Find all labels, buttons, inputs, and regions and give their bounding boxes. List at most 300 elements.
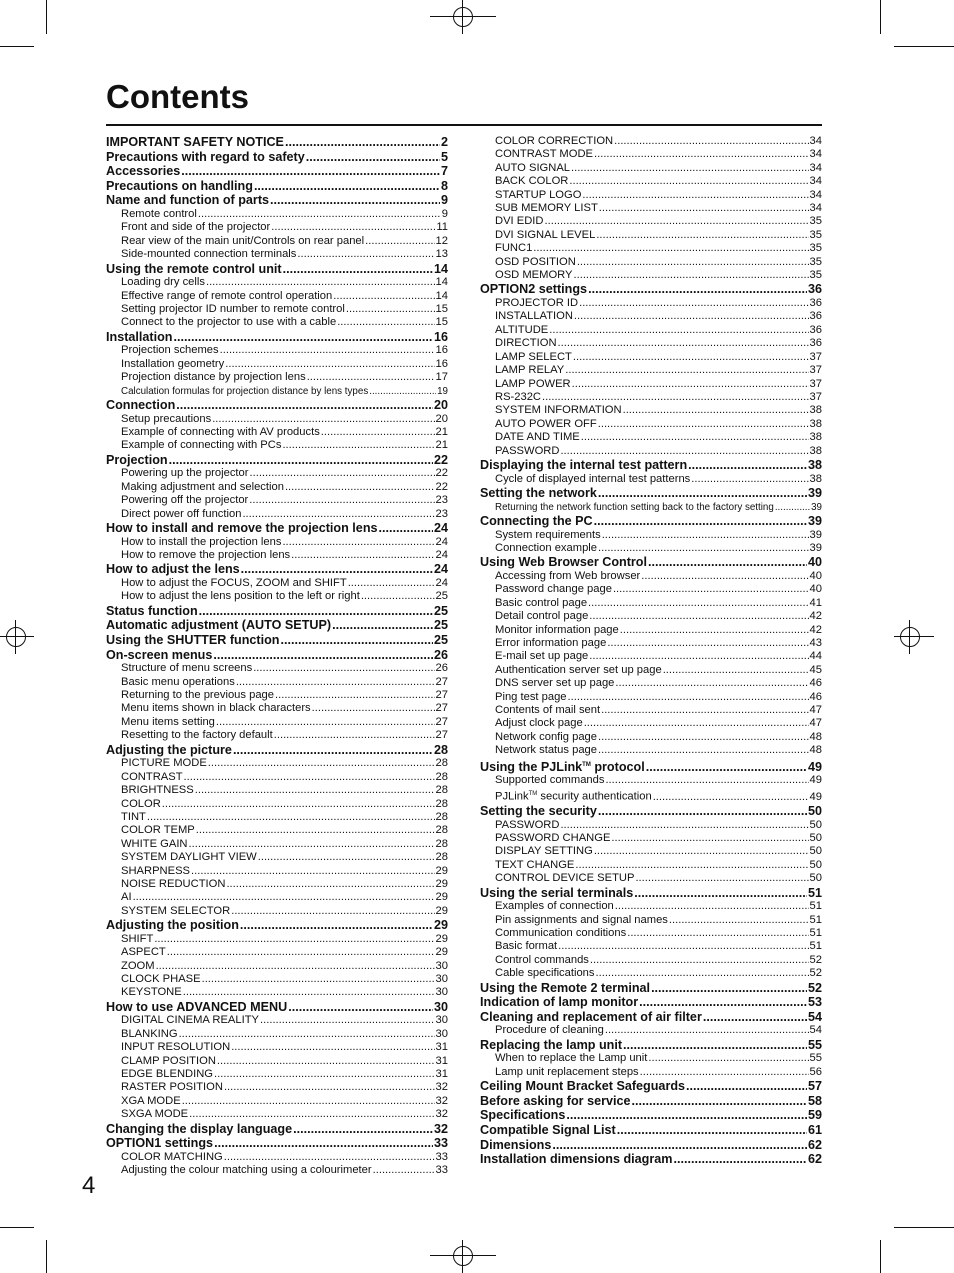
- toc-subsection-entry[interactable]: [480, 242, 822, 255]
- toc-entry-title: TEXT CHANGE: [495, 858, 575, 871]
- toc-entry-title: Lamp unit replacement steps: [495, 1065, 639, 1078]
- dot-leader: [189, 1108, 434, 1121]
- toc-subsection-entry[interactable]: [106, 771, 448, 784]
- toc-page-number: 39: [809, 528, 822, 541]
- toc-section-entry[interactable]: [480, 1094, 822, 1109]
- dot-leader: [686, 1079, 807, 1094]
- dot-leader: [242, 508, 434, 521]
- toc-subsection-entry[interactable]: [480, 1052, 822, 1065]
- toc-entry-title: SXGA MODE: [121, 1108, 189, 1121]
- dot-leader: [582, 189, 808, 202]
- toc-subsection-entry[interactable]: [106, 798, 448, 811]
- toc-page-number: 42: [809, 610, 822, 623]
- toc-entry-title: Dimensions: [480, 1137, 552, 1152]
- toc-entry-title: Communication conditions: [495, 926, 627, 939]
- dot-leader: [594, 845, 809, 858]
- toc-subsection-entry[interactable]: [480, 872, 822, 885]
- toc-section-entry[interactable]: [106, 1122, 448, 1137]
- toc-subsection-entry[interactable]: [480, 940, 822, 953]
- toc-entry-title: SHIFT: [121, 932, 154, 945]
- toc-section-entry[interactable]: [480, 804, 822, 819]
- dot-leader: [688, 458, 807, 473]
- dot-leader: [288, 1000, 433, 1015]
- toc-page-number: 30: [435, 972, 448, 985]
- toc-entry-title: Rear view of the main unit/Controls on rear panel: [121, 234, 365, 247]
- dot-leader: [598, 804, 807, 819]
- toc-subsection-entry[interactable]: [480, 664, 822, 677]
- toc-page-number: 7: [440, 164, 448, 179]
- toc-subsection-entry[interactable]: [106, 662, 448, 675]
- toc-subsection-entry[interactable]: [480, 337, 822, 350]
- toc-subsection-entry[interactable]: [106, 494, 448, 507]
- toc-subsection-entry[interactable]: [480, 704, 822, 717]
- toc-page-number: 25: [435, 590, 448, 603]
- toc-page-number: 30: [435, 959, 448, 972]
- toc-subsection-entry[interactable]: [480, 135, 822, 148]
- toc-entry-title: Powering off the projector: [121, 494, 249, 507]
- toc-entry-title: Connect to the projector to use with a cable: [121, 316, 337, 329]
- toc-subsection-entry[interactable]: [480, 1024, 822, 1037]
- toc-subsection-entry[interactable]: [480, 418, 822, 431]
- dot-leader: [224, 1081, 435, 1094]
- toc-subsection-entry[interactable]: [480, 378, 822, 391]
- dot-leader: [254, 179, 440, 194]
- toc-subsection-entry[interactable]: [106, 960, 448, 973]
- toc-entry-title: COLOR TEMP: [121, 824, 195, 837]
- dot-leader: [182, 1095, 435, 1108]
- toc-page-number: 39: [807, 485, 822, 500]
- toc-section-entry[interactable]: [106, 150, 448, 165]
- toc-subsection-entry[interactable]: [106, 208, 448, 221]
- toc-subsection-entry[interactable]: [106, 508, 448, 521]
- toc-page-number: 47: [809, 704, 822, 716]
- toc-section-entry[interactable]: [106, 562, 448, 577]
- toc-section-entry[interactable]: [106, 262, 448, 277]
- toc-entry-title: PASSWORD CHANGE: [495, 831, 611, 844]
- dot-leader: [293, 1122, 433, 1137]
- dot-leader: [572, 378, 809, 391]
- toc-subsection-entry[interactable]: [106, 1151, 448, 1164]
- toc-subsection-entry[interactable]: [480, 351, 822, 364]
- toc-subsection-entry[interactable]: [480, 788, 822, 804]
- toc-subsection-entry[interactable]: [106, 481, 448, 494]
- dot-leader: [225, 358, 434, 371]
- toc-page-number: 35: [809, 228, 822, 241]
- toc-subsection-entry[interactable]: [106, 689, 448, 702]
- dot-leader: [206, 276, 435, 289]
- toc-subsection-entry[interactable]: [480, 819, 822, 832]
- dot-leader: [577, 256, 809, 269]
- toc-entry-title: Projection distance by projection lens: [121, 371, 306, 384]
- toc-page-number: 16: [435, 344, 448, 357]
- toc-subsection-entry[interactable]: [480, 473, 822, 486]
- toc-subsection-entry[interactable]: [480, 364, 822, 377]
- toc-subsection-entry[interactable]: [106, 757, 448, 770]
- toc-entry-title: COLOR CORRECTION: [495, 135, 614, 147]
- toc-subsection-entry[interactable]: [480, 677, 822, 690]
- dot-leader: [598, 744, 809, 757]
- toc-section-entry[interactable]: [106, 193, 448, 208]
- dot-leader: [623, 1038, 807, 1053]
- toc-subsection-entry[interactable]: [106, 235, 448, 248]
- dot-leader: [605, 1024, 809, 1037]
- toc-page-number: 25: [433, 633, 448, 648]
- toc-section-entry[interactable]: [106, 453, 448, 468]
- toc-subsection-entry[interactable]: [106, 676, 448, 689]
- dot-leader: [184, 771, 435, 784]
- toc-section-entry[interactable]: [106, 1136, 448, 1151]
- registration-mark: [909, 620, 910, 654]
- trademark-superscript: TM: [582, 761, 591, 768]
- toc-subsection-entry[interactable]: [106, 946, 448, 959]
- toc-page-number: 29: [435, 946, 448, 959]
- toc-subsection-entry[interactable]: [480, 570, 822, 583]
- toc-subsection-entry[interactable]: [106, 426, 448, 439]
- toc-page-number: 29: [435, 891, 448, 904]
- dot-leader: [258, 851, 435, 864]
- toc-subsection-entry[interactable]: [106, 1028, 448, 1041]
- toc-subsection-entry[interactable]: [480, 774, 822, 787]
- toc-entry-title: BRIGHTNESS: [121, 784, 194, 797]
- dot-leader: [594, 148, 809, 161]
- toc-subsection-entry[interactable]: [480, 731, 822, 744]
- toc-entry-title: Pin assignments and signal names: [495, 913, 668, 926]
- toc-subsection-entry[interactable]: [480, 927, 822, 940]
- toc-subsection-entry[interactable]: [106, 290, 448, 303]
- toc-page-number: 62: [807, 1137, 822, 1152]
- toc-entry-title: Returning to the previous page: [121, 689, 274, 702]
- toc-subsection-entry[interactable]: [106, 303, 448, 316]
- dot-leader: [181, 164, 440, 179]
- toc-subsection-entry[interactable]: [106, 973, 448, 986]
- toc-entry-title: How to adjust the lens position to the left or right: [121, 590, 360, 603]
- toc-section-entry[interactable]: [480, 981, 822, 996]
- toc-section-entry[interactable]: [480, 758, 822, 775]
- dot-leader: [260, 1014, 435, 1027]
- dot-leader: [373, 1164, 435, 1177]
- toc-subsection-entry[interactable]: [480, 202, 822, 215]
- toc-entry-title: Using Web Browser Control: [480, 555, 647, 570]
- toc-section-entry[interactable]: [106, 398, 448, 413]
- toc-entry-title: PROJECTOR ID: [495, 297, 579, 310]
- toc-entry-title: Using the SHUTTER function: [106, 633, 280, 648]
- toc-page-number: 39: [807, 513, 822, 528]
- toc-section-entry[interactable]: [480, 282, 822, 297]
- toc-page-number: 36: [809, 337, 822, 350]
- toc-subsection-entry[interactable]: [480, 954, 822, 967]
- toc-subsection-entry[interactable]: [106, 439, 448, 452]
- toc-subsection-entry[interactable]: [480, 297, 822, 310]
- toc-subsection-entry[interactable]: [106, 413, 448, 426]
- dot-leader: [542, 391, 809, 404]
- toc-subsection-entry[interactable]: [106, 1014, 448, 1027]
- toc-entry-title: Side-mounted connection terminals: [121, 248, 297, 261]
- toc-subsection-entry[interactable]: [480, 597, 822, 610]
- toc-subsection-entry[interactable]: [106, 276, 448, 289]
- toc-entry-title: INSTALLATION: [495, 310, 573, 323]
- toc-subsection-entry[interactable]: [480, 445, 822, 458]
- toc-subsection-entry[interactable]: [480, 832, 822, 845]
- toc-entry-title: Connection: [106, 398, 176, 413]
- toc-entry-title: LAMP SELECT: [495, 350, 572, 363]
- toc-subsection-entry[interactable]: [480, 501, 822, 514]
- toc-subsection-entry[interactable]: [106, 248, 448, 261]
- toc-section-entry[interactable]: [480, 1038, 822, 1053]
- toc-subsection-entry[interactable]: [480, 744, 822, 757]
- toc-section-entry[interactable]: [106, 743, 448, 758]
- toc-entry-title: Installation geometry: [121, 357, 225, 370]
- dot-leader: [365, 235, 434, 248]
- toc-page-number: 39: [811, 501, 822, 513]
- toc-page-number: 29: [435, 877, 448, 890]
- dot-leader: [212, 413, 434, 426]
- toc-entry-title: PASSWORD: [495, 444, 560, 457]
- toc-subsection-entry[interactable]: [106, 865, 448, 878]
- toc-page-number: 39: [809, 541, 822, 554]
- toc-section-entry[interactable]: [106, 164, 448, 179]
- toc-subsection-entry[interactable]: [480, 859, 822, 872]
- toc-subsection-entry[interactable]: [106, 385, 448, 398]
- toc-entry-title: Basic menu operations: [121, 675, 235, 688]
- toc-subsection-entry[interactable]: [106, 1164, 448, 1177]
- toc-page-number: 32: [435, 1108, 448, 1121]
- toc-subsection-entry[interactable]: [106, 577, 448, 590]
- toc-subsection-entry[interactable]: [480, 845, 822, 858]
- toc-subsection-entry[interactable]: [480, 610, 822, 623]
- toc-entry-title: Loading dry cells: [121, 276, 205, 289]
- toc-section-entry[interactable]: [480, 1138, 822, 1153]
- toc-subsection-entry[interactable]: [480, 542, 822, 555]
- toc-subsection-entry[interactable]: [480, 914, 822, 927]
- toc-section-entry[interactable]: [106, 330, 448, 345]
- toc-subsection-entry[interactable]: [480, 583, 822, 596]
- dot-leader: [584, 717, 809, 730]
- toc-subsection-entry[interactable]: [480, 650, 822, 663]
- toc-page-number: 51: [807, 885, 822, 900]
- toc-section-entry[interactable]: [480, 1123, 822, 1138]
- toc-subsection-entry[interactable]: [106, 729, 448, 742]
- toc-section-entry[interactable]: [480, 995, 822, 1010]
- toc-subsection-entry[interactable]: [480, 215, 822, 228]
- toc-entry-title: Changing the display language: [106, 1121, 293, 1136]
- toc-subsection-entry[interactable]: [480, 691, 822, 704]
- toc-page-number: 44: [809, 650, 822, 663]
- toc-page-number: 56: [809, 1065, 822, 1078]
- toc-subsection-entry[interactable]: [106, 536, 448, 549]
- dot-leader: [346, 303, 435, 316]
- dot-leader: [571, 162, 809, 175]
- toc-subsection-entry[interactable]: [106, 1068, 448, 1081]
- toc-entry-title: Basic format: [495, 940, 558, 953]
- registration-mark: [0, 636, 34, 637]
- toc-section-entry[interactable]: [480, 1108, 822, 1123]
- toc-subsection-entry[interactable]: [106, 590, 448, 603]
- toc-section-entry[interactable]: [106, 521, 448, 536]
- toc-section-entry[interactable]: [106, 135, 448, 150]
- toc-entry-title: How to install and remove the projection lens: [106, 521, 378, 536]
- dot-leader: [249, 494, 434, 507]
- toc-subsection-entry[interactable]: [106, 1041, 448, 1054]
- toc-subsection-entry[interactable]: [106, 1055, 448, 1068]
- toc-page-number: 58: [807, 1093, 822, 1108]
- toc-entry-title: WHITE GAIN: [121, 837, 188, 850]
- toc-page-number: 38: [809, 417, 822, 430]
- toc-page-number: 26: [433, 647, 448, 662]
- toc-page-number: 25: [433, 618, 448, 633]
- toc-subsection-entry[interactable]: [480, 175, 822, 188]
- dot-leader: [333, 290, 434, 303]
- toc-section-entry[interactable]: [480, 458, 822, 473]
- toc-subsection-entry[interactable]: [106, 878, 448, 891]
- dot-leader: [552, 1138, 807, 1153]
- toc-subsection-entry[interactable]: [106, 467, 448, 480]
- toc-subsection-entry[interactable]: [106, 1095, 448, 1108]
- toc-subsection-entry[interactable]: [480, 404, 822, 417]
- toc-entry-title: Status function: [106, 603, 198, 618]
- toc-section-entry[interactable]: [480, 555, 822, 570]
- toc-subsection-entry[interactable]: [480, 229, 822, 242]
- toc-entry-title: On-screen menus: [106, 647, 213, 662]
- toc-subsection-entry[interactable]: [480, 967, 822, 980]
- toc-page-number: 16: [433, 329, 448, 344]
- toc-subsection-entry[interactable]: [106, 838, 448, 851]
- toc-subsection-entry[interactable]: [480, 189, 822, 202]
- dot-leader: [220, 344, 435, 357]
- toc-subsection-entry[interactable]: [480, 256, 822, 269]
- toc-subsection-entry[interactable]: [106, 716, 448, 729]
- toc-entry-title: Adjusting the picture: [106, 742, 232, 757]
- dot-leader: [240, 918, 433, 933]
- toc-subsection-entry[interactable]: [480, 324, 822, 337]
- toc-section-entry[interactable]: [106, 618, 448, 633]
- toc-page-number: 46: [809, 690, 822, 703]
- dot-leader: [241, 562, 433, 577]
- toc-entry-title: Front and side of the projector: [121, 221, 271, 234]
- toc-entry-title: Monitor information page: [495, 623, 619, 636]
- dot-leader: [337, 316, 434, 329]
- dot-leader: [620, 624, 809, 637]
- dot-leader: [379, 521, 433, 536]
- toc-subsection-entry[interactable]: [106, 358, 448, 371]
- toc-subsection-entry[interactable]: [480, 1066, 822, 1079]
- toc-subsection-entry[interactable]: [480, 431, 822, 444]
- toc-subsection-entry[interactable]: [480, 310, 822, 323]
- toc-page-number: 35: [809, 269, 822, 282]
- toc-subsection-entry[interactable]: [106, 702, 448, 715]
- dot-leader: [607, 637, 808, 650]
- toc-subsection-entry[interactable]: [106, 221, 448, 234]
- toc-entry-title: LAMP RELAY: [495, 364, 565, 377]
- toc-subsection-entry[interactable]: [106, 905, 448, 918]
- toc-page-number: 33: [435, 1150, 448, 1163]
- toc-section-entry[interactable]: [106, 1000, 448, 1015]
- toc-page-number: 41: [809, 596, 822, 609]
- toc-subsection-entry[interactable]: [480, 624, 822, 637]
- toc-entry-title: Returning the network function setting back to the factory setting: [495, 501, 774, 513]
- toc-page-number: 52: [807, 980, 822, 995]
- toc-subsection-entry[interactable]: [480, 900, 822, 913]
- toc-entry-title: PASSWORD: [495, 818, 560, 831]
- toc-subsection-entry[interactable]: [106, 344, 448, 357]
- toc-section-entry[interactable]: [480, 486, 822, 501]
- dot-leader: [598, 731, 809, 744]
- dot-leader: [641, 570, 808, 583]
- toc-page-number: 30: [435, 986, 448, 999]
- toc-subsection-entry[interactable]: [106, 811, 448, 824]
- toc-subsection-entry[interactable]: [106, 1108, 448, 1121]
- toc-entry-title: Cycle of displayed internal test patterns: [495, 472, 691, 485]
- toc-subsection-entry[interactable]: [106, 824, 448, 837]
- toc-page-number: 54: [809, 1024, 822, 1037]
- toc-section-entry[interactable]: [480, 1079, 822, 1094]
- toc-entry-title: Menu items shown in black characters: [121, 702, 311, 715]
- toc-subsection-entry[interactable]: [106, 784, 448, 797]
- dot-leader: [133, 891, 435, 904]
- toc-entry-title: Network status page: [495, 744, 597, 757]
- toc-subsection-entry[interactable]: [480, 391, 822, 404]
- toc-subsection-entry[interactable]: [106, 986, 448, 999]
- toc-section-entry[interactable]: [106, 604, 448, 619]
- toc-subsection-entry[interactable]: [106, 851, 448, 864]
- dot-leader: [154, 933, 434, 946]
- dot-leader: [236, 676, 435, 689]
- toc-subsection-entry[interactable]: [480, 162, 822, 175]
- toc-page-number: 38: [809, 472, 822, 485]
- toc-subsection-entry[interactable]: [106, 549, 448, 562]
- dot-leader: [285, 135, 440, 150]
- dot-leader: [602, 529, 809, 542]
- toc-page-number: 8: [440, 178, 448, 193]
- toc-page-number: 38: [809, 444, 822, 457]
- dot-leader: [348, 577, 435, 590]
- dot-leader: [156, 960, 435, 973]
- toc-page-number: 29: [435, 864, 448, 877]
- toc-page-number: 33: [435, 1164, 448, 1177]
- dot-leader: [198, 208, 441, 221]
- toc-section-entry[interactable]: [106, 918, 448, 933]
- toc-page-number: 33: [433, 1136, 448, 1151]
- toc-subsection-entry[interactable]: [106, 891, 448, 904]
- toc-section-entry[interactable]: [480, 886, 822, 901]
- toc-page-number: 28: [435, 837, 448, 850]
- toc-section-entry[interactable]: [106, 648, 448, 663]
- toc-entry-title: DIRECTION: [495, 337, 557, 350]
- crop-mark: [894, 1227, 954, 1228]
- toc-entry-title: Examples of connection: [495, 900, 614, 913]
- toc-section-entry[interactable]: [480, 1152, 822, 1167]
- toc-subsection-entry[interactable]: [480, 148, 822, 161]
- dot-leader: [169, 453, 433, 468]
- toc-subsection-entry[interactable]: [106, 316, 448, 329]
- toc-page-number: 51: [809, 926, 822, 939]
- toc-section-entry[interactable]: [106, 179, 448, 194]
- toc-subsection-entry[interactable]: [480, 269, 822, 282]
- toc-section-entry[interactable]: [480, 514, 822, 529]
- toc-subsection-entry[interactable]: [106, 933, 448, 946]
- toc-entry-title: Basic control page: [495, 596, 588, 609]
- toc-subsection-entry[interactable]: [480, 717, 822, 730]
- toc-subsection-entry[interactable]: [480, 637, 822, 650]
- dot-leader: [605, 774, 808, 787]
- toc-section-entry[interactable]: [106, 633, 448, 648]
- toc-section-entry[interactable]: [480, 1010, 822, 1025]
- toc-subsection-entry[interactable]: [480, 529, 822, 542]
- toc-subsection-entry[interactable]: [106, 371, 448, 384]
- dot-leader: [589, 610, 808, 623]
- toc-subsection-entry[interactable]: [106, 1081, 448, 1094]
- dot-leader: [640, 1066, 809, 1079]
- toc-entry-title: OPTION1 settings: [106, 1136, 214, 1151]
